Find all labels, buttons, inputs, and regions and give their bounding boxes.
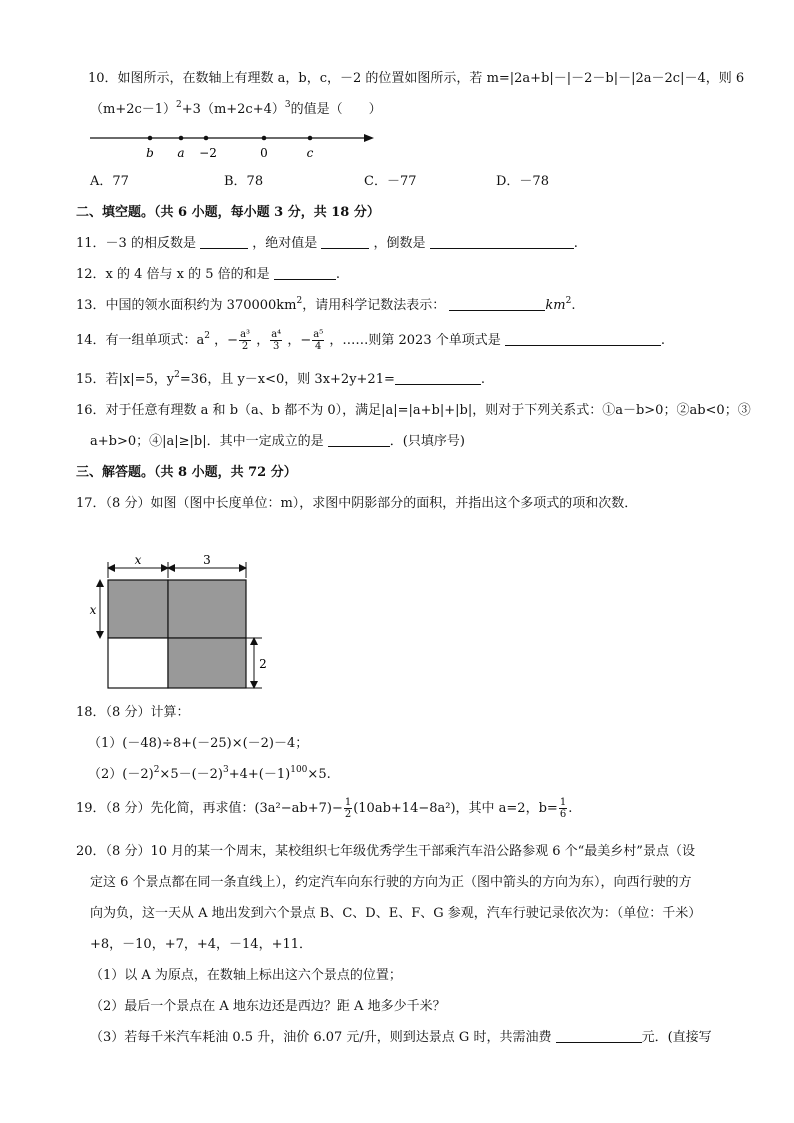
q10-expr-a: （m+2c－1） [90, 102, 177, 117]
q14-blank[interactable] [505, 332, 661, 346]
q15-text-2: =36，且 y－x<0，则 3x+2y+21= [179, 372, 395, 387]
q10-option-c: C．－77 [364, 174, 417, 189]
q11-text-3: ，倒数是 [373, 236, 426, 251]
q20-sub3 [90, 1029, 712, 1047]
q17-shaded-top-right [168, 580, 246, 638]
q11-text-2: ，绝对值是 [252, 236, 318, 251]
q10-point-b [148, 136, 153, 141]
q15-blank[interactable] [395, 371, 481, 385]
q19-fraction-half-num: 1 [344, 797, 352, 808]
q10-line1: 10．如图所示，在数轴上有理数 a，b，c，－2 的位置如图所示，若 m=|2a+b|－|－2－b|－|2a－2c|－4，则 6 [88, 71, 745, 86]
q19-fraction-b-den: 6 [559, 809, 567, 820]
q17-label-right-2: 2 [259, 657, 267, 671]
q12-text: 12．x 的 4 倍与 x 的 5 倍的和是 [76, 267, 270, 282]
q10-option-d: D．－78 [496, 174, 549, 189]
q18-title: 18．（8 分）计算： [76, 705, 190, 720]
q18-part2-d: ×5. [307, 767, 331, 782]
q19-fraction-b-num: 1 [559, 797, 567, 808]
q14-term-4-den: 4 [315, 341, 322, 352]
q10-exp2: 3 [284, 100, 291, 110]
q11-text-1: 11．－3 的相反数是 [76, 236, 196, 251]
q12-blank[interactable] [274, 266, 336, 280]
q14 [76, 328, 665, 354]
q20-line1: 20．（8 分）10 月的某一个周末，某校组织七年级优秀学生干部乘汽车沿公路参观 6 个“最美乡村”景点（设 [76, 844, 695, 859]
q10-label-c: c [306, 146, 314, 160]
q20-sub1: （1）以 A 为原点，在数轴上标出这六个景点的位置； [90, 968, 402, 983]
q10-expr-c: 的值是（ ） [290, 102, 382, 117]
section2-heading: 二、填空题。（共 6 小题，每小题 3 分，共 18 分） [76, 205, 380, 220]
q15-text-1: 15．若|x|=5，y [76, 372, 175, 387]
q17-shaded-top-left [108, 580, 168, 638]
q16-line1: 16．对于任意有理数 a 和 b（a、b 都不为 0），满足|a|=|a+b|+|b|，则对于下列关系式：①a－b>0；②ab<0；③ [76, 403, 751, 418]
q14-exp: 2 [204, 331, 211, 341]
q10-label-b: b [146, 146, 154, 160]
q13-exp: 2 [296, 296, 303, 306]
q18-part2-exp2: 3 [223, 765, 229, 775]
q14-text-1: 14．有一组单项式：a [76, 333, 205, 348]
q16-text-2: ．(只填序号) [389, 434, 465, 449]
q20-sub3-text-1: （3）若每千米汽车耗油 0.5 升，油价 6.07 元/升，则到达景点 G 时，共需油费 [90, 1030, 552, 1045]
q19-text-1: 19．（8 分）先化简，再求值：(3a²−ab+7)− [76, 801, 343, 816]
q10-label-zero: 0 [260, 146, 268, 160]
q20-sub3-text-2: 元．(直接写 [641, 1030, 712, 1045]
q16-line2 [90, 433, 465, 451]
q20-line3: 向为负，这一天从 A 地出发到六个景点 B、C、D、E、F、G 参观，汽车行驶记录依次为：（单位：千米） [90, 906, 702, 921]
q18-part1: （1）(－48)÷8+(－25)×(－2)－4； [88, 736, 309, 751]
q12-end: . [335, 267, 340, 282]
q13 [76, 297, 576, 315]
q18-part2-b: ×5－(－2) [159, 767, 224, 782]
q11-end: . [573, 236, 578, 251]
q13-text-2: ，请用科学记数法表示： [302, 298, 446, 313]
q10-expr-b: +3（m+2c+4） [181, 102, 285, 117]
q11-blank-absolute[interactable] [321, 235, 369, 249]
q11 [76, 235, 578, 253]
q13-text-1: 13．中国的领水面积约为 370000km [76, 298, 297, 313]
q10-point-zero [262, 136, 267, 141]
q11-blank-opposite[interactable] [200, 235, 248, 249]
q12 [76, 266, 340, 284]
q19-text-2: (10ab+14−8a²)，其中 a=2，b= [353, 801, 558, 816]
q19-fraction-half [344, 797, 352, 820]
q19-end: . [568, 801, 573, 816]
q19-fraction-b [559, 797, 567, 820]
q18-part2-c: +4+(－1) [228, 767, 291, 782]
q10-line2 [90, 101, 382, 119]
q14-term-3 [270, 329, 282, 352]
q17-white-bottom-left [108, 638, 168, 688]
q19-fraction-half-den: 2 [344, 809, 352, 820]
q17-label-top-x: x [134, 553, 142, 567]
q14-term-4-num: a⁵ [313, 329, 324, 340]
q15-exp: 2 [174, 370, 180, 380]
q10-label-neg2: −2 [199, 146, 217, 160]
section3-heading: 三、解答题。（共 8 小题，共 72 分） [76, 465, 297, 480]
q10-point-a [179, 136, 184, 141]
q16-text-1: a+b>0；④|a|≥|b|．其中一定成立的是 [90, 434, 324, 449]
q10-exp1: 2 [176, 100, 182, 110]
q17-label-left-x: x [89, 603, 97, 617]
q20-line2: 定这 6 个景点都在同一条直线上），约定汽车向东行驶的方向为正（图中箭头的方向为东），向西行驶的方 [90, 875, 692, 890]
q14-term-2-den: 2 [241, 341, 249, 352]
q19 [76, 796, 572, 822]
q15-end: . [480, 372, 486, 387]
q13-end: . [571, 298, 576, 313]
q13-unit-exp: 2 [565, 296, 572, 306]
q14-term-4-sign: ，− [287, 333, 312, 348]
q10-number-line [84, 126, 384, 162]
q16-blank[interactable] [328, 433, 390, 447]
q10-option-b: B．78 [224, 174, 264, 189]
q18-part2 [88, 766, 331, 784]
q14-term-4 [312, 329, 324, 352]
q10-option-a: A．77 [90, 174, 129, 189]
q11-blank-reciprocal[interactable] [430, 235, 574, 249]
q10-point-c [308, 136, 313, 141]
q18-part2-exp3: 100 [290, 765, 308, 775]
q14-term-2 [239, 329, 251, 352]
q14-text-2: ，……则第 2023 个单项式是 [329, 333, 501, 348]
q14-term-2-num: a³ [240, 329, 251, 340]
q20-sub3-blank[interactable] [556, 1029, 642, 1043]
q13-blank[interactable] [449, 297, 545, 311]
q17-figure [84, 550, 274, 696]
q20-line4: +8，－10，+7，+4，－14，+11． [90, 937, 313, 952]
q17-label-top-3: 3 [203, 553, 211, 567]
q14-term-3-num: a⁴ [271, 329, 282, 340]
q14-term-3-den: 3 [273, 341, 280, 352]
q15 [76, 371, 485, 389]
q18-part2-a: （2）(－2) [88, 767, 154, 782]
q14-end: . [660, 333, 666, 348]
q14-term-3-sign: ， [256, 333, 270, 348]
q18-part2-exp1: 2 [153, 765, 160, 775]
q10-point-neg2 [204, 136, 209, 141]
q14-term-2-sign: ，− [214, 333, 239, 348]
q20-sub2: （2）最后一个景点在 A 地东边还是西边？距 A 地多少千米？ [90, 999, 446, 1014]
q13-unit: km [545, 298, 566, 313]
q10-label-a: a [177, 146, 185, 160]
q17-text: 17．（8 分）如图（图中长度单位：m），求图中阴影部分的面积，并指出这个多项式的项和次数． [76, 496, 638, 511]
q17-shaded-bottom-right [168, 638, 246, 688]
